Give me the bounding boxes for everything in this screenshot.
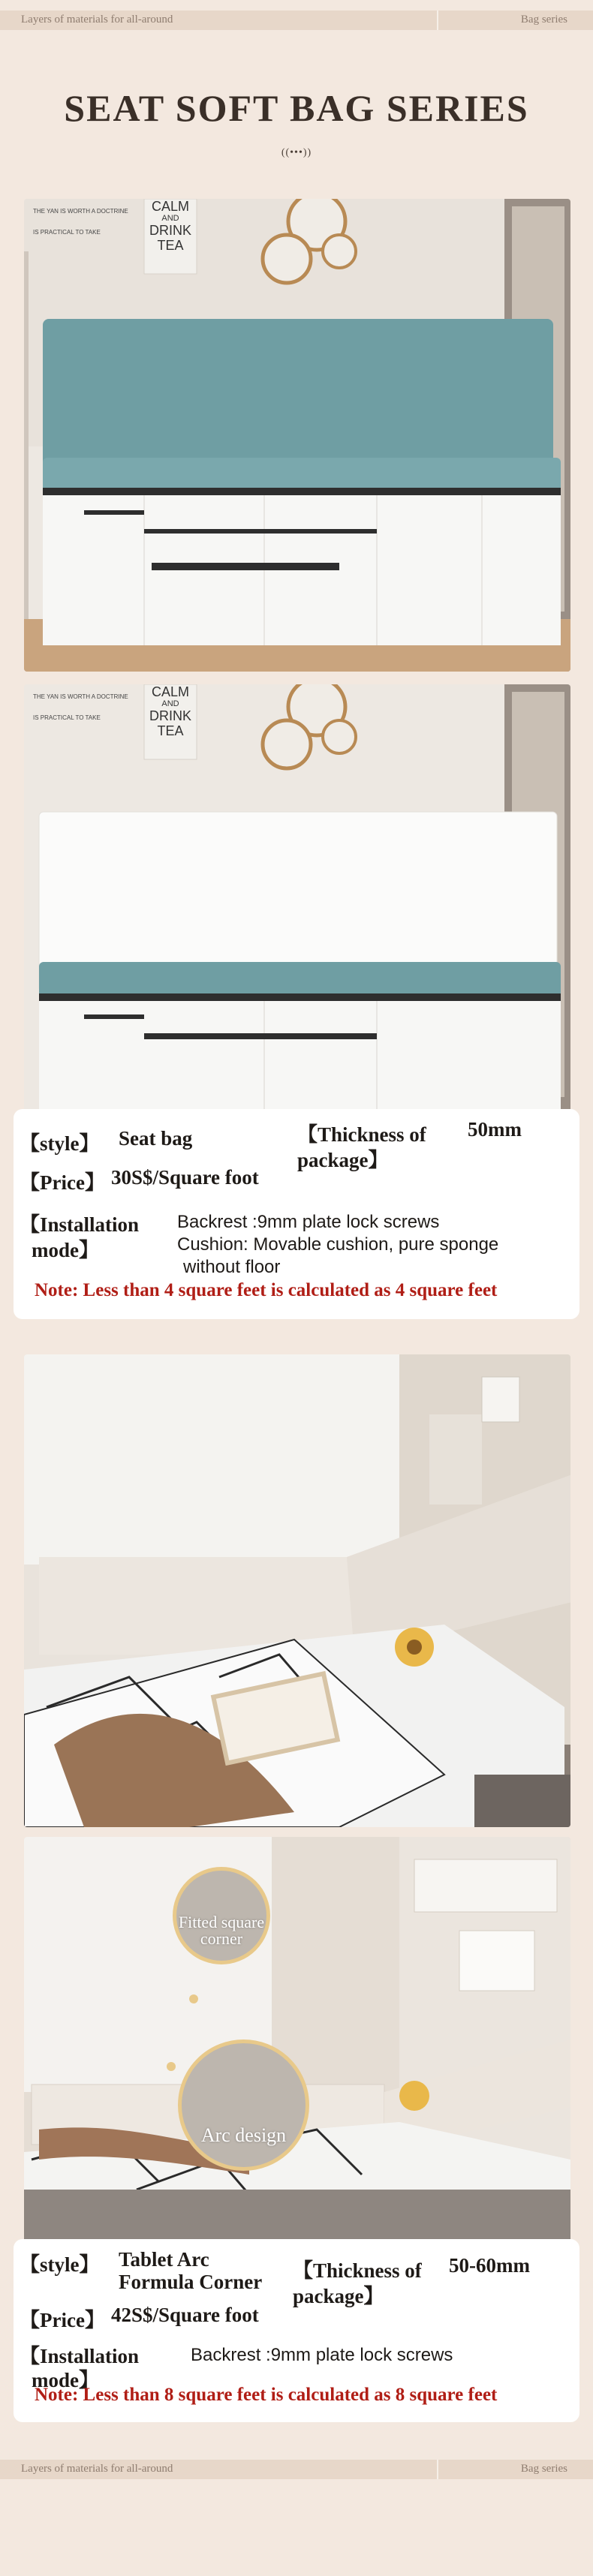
installation-line-2: Cushion: Movable cushion, pure sponge bbox=[177, 1234, 499, 1255]
installation-label-line2: mode】 bbox=[32, 2369, 99, 2391]
thickness-label-line2: package】 bbox=[293, 2285, 384, 2307]
callout-arc-design-text: Arc design bbox=[200, 2124, 287, 2146]
callout-fitted-square-corner bbox=[173, 1867, 270, 1964]
callout-arc-design bbox=[178, 2039, 309, 2171]
price-label: 【Price】 bbox=[20, 2309, 105, 2331]
top-banner-divider bbox=[437, 11, 438, 30]
bottom-banner bbox=[0, 2460, 593, 2479]
price-value: 30S$/Square foot bbox=[111, 1166, 259, 1189]
spec-card-tablet-arc bbox=[14, 2239, 579, 2422]
style-value: Seat bag bbox=[119, 1127, 193, 1150]
thickness-label-line1: 【Thickness of bbox=[297, 1123, 426, 1146]
installation-line-1: Backrest :9mm plate lock screws bbox=[177, 1212, 440, 1232]
page-title: SEAT SOFT BAG SERIES bbox=[64, 87, 529, 129]
style-label: 【style】 bbox=[20, 1132, 100, 1155]
product-photo-seat-bag-white-backrest bbox=[24, 684, 570, 1120]
price-value: 42S$/Square foot bbox=[111, 2304, 259, 2326]
installation-label-line2: mode】 bbox=[32, 1239, 99, 1261]
thickness-label-line1: 【Thickness of bbox=[293, 2259, 422, 2282]
poster-line: DRINK bbox=[149, 223, 191, 238]
bottom-banner-left-text: Layers of materials for all-around bbox=[21, 2463, 173, 2475]
product-photo-bedroom-corner bbox=[24, 1354, 570, 1827]
product-photo-seat-bag-teal bbox=[24, 199, 570, 672]
photo-1-illustration bbox=[24, 199, 570, 672]
callout-dot bbox=[189, 1994, 198, 2003]
callout-fitted-square-corner-text: Fitted square corner bbox=[178, 1913, 265, 1948]
calm-poster bbox=[144, 199, 197, 253]
photo-2-illustration bbox=[24, 684, 570, 1120]
thickness-value: 50mm bbox=[468, 1118, 522, 1141]
poster-line: AND bbox=[161, 214, 179, 223]
poster-line: TEA bbox=[157, 238, 184, 253]
note-minimum-area: Note: Less than 4 square feet is calculated as 4 square feet bbox=[35, 1280, 498, 1300]
wall-text-1: THE YAN IS WORTH A DOCTRINE bbox=[33, 693, 128, 700]
poster-line: TEA bbox=[157, 723, 184, 738]
wall-text-2: IS PRACTICAL TO TAKE bbox=[33, 714, 101, 721]
calm-poster bbox=[144, 684, 197, 738]
wall-text-1: THE YAN IS WORTH A DOCTRINE bbox=[33, 208, 128, 215]
installation-line-1: Backrest :9mm plate lock screws bbox=[191, 2345, 453, 2365]
poster-line: CALM bbox=[151, 684, 189, 699]
bottom-banner-divider bbox=[437, 2460, 438, 2479]
poster-line: AND bbox=[161, 699, 179, 708]
photo-3-illustration bbox=[24, 1354, 570, 1827]
thickness-label-line2: package】 bbox=[297, 1149, 389, 1171]
poster-line: CALM bbox=[151, 199, 189, 214]
bottom-banner-right-text: Bag series bbox=[520, 2463, 567, 2475]
price-label: 【Price】 bbox=[20, 1171, 105, 1194]
product-photo-arc-corner bbox=[24, 1837, 570, 2246]
top-banner-left-text: Layers of materials for all-around bbox=[21, 14, 173, 26]
top-banner-right-text: Bag series bbox=[520, 14, 567, 26]
style-value-line2: Formula Corner bbox=[119, 2271, 263, 2293]
note-minimum-area: Note: Less than 8 square feet is calculated as 8 square feet bbox=[35, 2385, 498, 2405]
callout-dot bbox=[167, 2062, 176, 2071]
spec-card-seat-bag bbox=[14, 1109, 579, 1319]
style-value-line1: Tablet Arc bbox=[119, 2248, 209, 2271]
installation-label-line1: 【Installation bbox=[20, 1213, 140, 1236]
thickness-value: 50-60mm bbox=[449, 2254, 530, 2277]
title-dots: ((•••)) bbox=[281, 147, 312, 158]
top-banner bbox=[0, 11, 593, 30]
photo-4-illustration bbox=[24, 1837, 570, 2246]
poster-line: DRINK bbox=[149, 708, 191, 723]
installation-label-line1: 【Installation bbox=[20, 2345, 140, 2367]
installation-line-3: without floor bbox=[183, 1257, 281, 1277]
style-label: 【style】 bbox=[20, 2253, 100, 2276]
wall-text-2: IS PRACTICAL TO TAKE bbox=[33, 229, 101, 236]
